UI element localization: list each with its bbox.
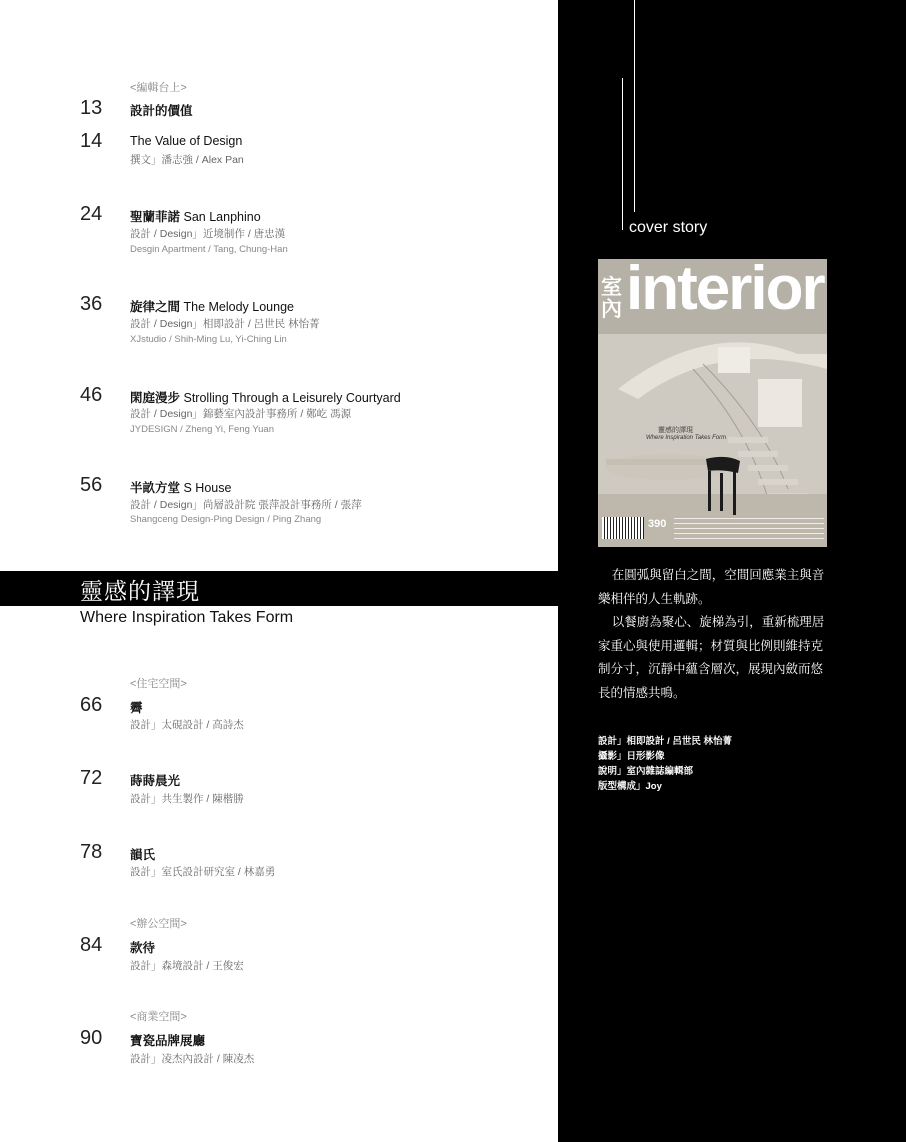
entry-credit: 設計」共生製作 / 陳楷勝 [130,793,244,805]
entry-title [130,297,294,315]
page-number: 46 [80,384,103,406]
entry-title: 寶瓷品牌展廳 [130,1034,206,1048]
page-number: 66 [80,694,103,716]
credit-layout: 版型構成」Joy [598,781,662,792]
cover-story-credits [598,734,732,794]
entry-title: 款待 [130,941,156,955]
page-number: 36 [80,293,103,315]
description-paragraph: 在圓弧與留白之間，空間回應業主與音樂相伴的人生軌跡。 [598,567,825,606]
entry-title: 霽 [130,701,143,715]
page-number: 13 [80,97,103,119]
cover-story-description [598,563,834,704]
credit-photo: 攝影」日形影像 [598,751,665,762]
entry-title-cn: 半畝方堂 [130,481,181,495]
entry-credit: 設計」凌杰內設計 / 陳凌杰 [130,1053,255,1065]
entry-credit: 設計 / Design」錦藝室內設計事務所 / 鄭屹 馮源 [130,408,352,420]
entry-credit: 撰文」潘志強 / Alex Pan [130,154,244,166]
cover-issue-number: 390 [648,518,667,530]
section-label-editorial: <編輯台上> [130,82,187,94]
entry-title-cn: 聖蘭菲諾 [130,210,181,224]
page-number: 14 [80,130,103,152]
barcode-icon [602,517,644,539]
cover-info-lines [674,518,824,540]
entry-title-cn: 旋律之間 [130,300,181,314]
cover-brand: interior [626,259,824,323]
entry-title-en: The Melody Lounge [183,300,294,314]
entry-title [130,478,231,496]
entry-title-cn: 閑庭漫步 [130,391,181,405]
entry-credit-en: Shangceng Design-Ping Design / Ping Zhang [130,514,322,525]
entry-title-en: Strolling Through a Leisurely Courtyard [183,391,401,405]
decorative-line [622,78,623,230]
cover-story-label: cover story [629,219,708,236]
section-band-subtitle: Where Inspiration Takes Form [80,609,294,626]
entry-title: The Value of Design [130,134,243,148]
entry-title: 設計的價值 [130,104,193,118]
entry-title: 韻氏 [130,848,156,862]
page-number: 78 [80,841,103,863]
entry-credit-en: Desgin Apartment / Tang, Chung-Han [130,244,288,255]
entry-credit: 設計」太硯設計 / 高詩杰 [130,719,244,731]
entry-credit: 設計」室氏設計研究室 / 林嘉勇 [130,866,276,878]
section-band-title: 靈感的譯現 [80,579,200,605]
credit-design: 設計」相即設計 / 呂世民 林怡菁 [598,736,733,747]
cover-tagline-en: Where Inspiration Takes Form [646,435,727,441]
page-number: 84 [80,934,103,956]
entry-title: 蒔蒔晨光 [130,774,181,788]
entry-credit-en: XJstudio / Shih-Ming Lu, Yi-Ching Lin [130,334,287,345]
cover-brand-cn: 室內 [601,276,622,321]
entry-credit: 設計 / Design」相即設計 / 呂世民 林怡菁 [130,318,320,330]
description-paragraph: 以餐廚為聚心、旋梯為引，重新梳理居家重心與使用邏輯；材質與比例則維持克制分寸，沉靜中蘊含層次，展現內斂而悠長的情感共鳴。 [598,614,825,700]
entry-credit: 設計 / Design」近境制作 / 唐忠漢 [130,228,286,240]
page-number: 56 [80,474,103,496]
entry-title [130,388,401,406]
magazine-cover-image[interactable] [598,259,827,547]
page-number: 24 [80,203,103,225]
section-label-commercial: <商業空間> [130,1011,187,1023]
page-number: 90 [80,1027,103,1049]
page-number: 72 [80,767,103,789]
entry-credit: 設計 / Design」尚層設計院 張萍設計事務所 / 張萍 [130,499,362,511]
section-label-residential: <住宅空間> [130,678,187,690]
entry-title-en: San Lanphino [183,210,261,224]
cover-tagline-cn: 靈感的譯現 [658,427,693,434]
section-label-office: <辦公空間> [130,918,187,930]
entry-credit: 設計」森境設計 / 王俊宏 [130,960,244,972]
entry-credit-en: JYDESIGN / Zheng Yi, Feng Yuan [130,424,274,435]
decorative-line [634,0,635,212]
entry-title [130,207,261,225]
entry-title-en: S House [183,481,232,495]
credit-text: 說明」室內雜誌編輯部 [598,766,694,777]
